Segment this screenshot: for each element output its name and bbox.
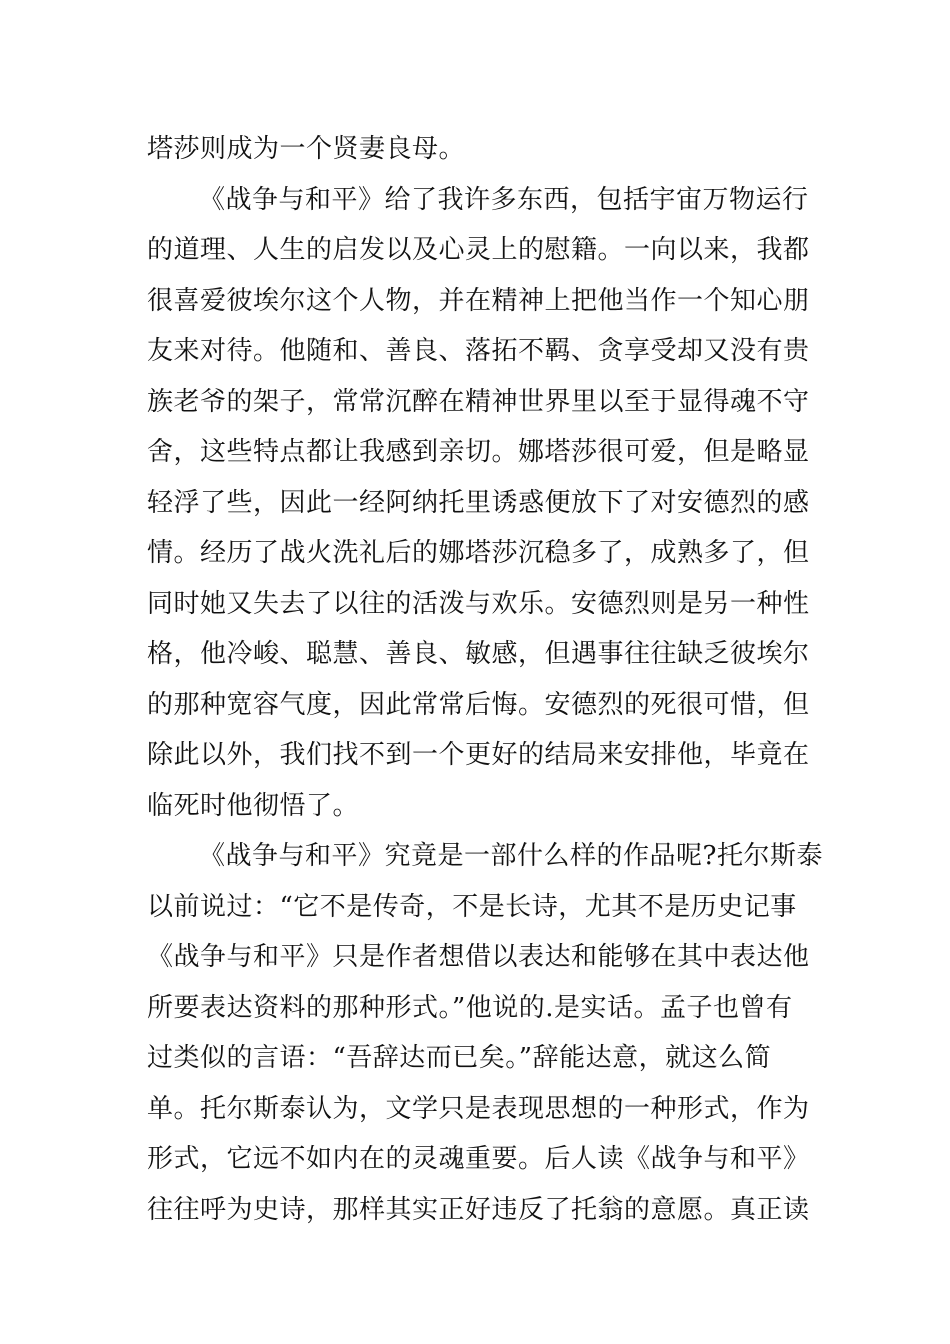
text-line: 很喜爱彼埃尔这个人物，并在精神上把他当作一个知心朋 xyxy=(147,285,810,316)
text-line: 的那种宽容气度，因此常常后悔。安德烈的死很可惜，但 xyxy=(147,689,810,720)
text-line: 格，他冷峻、聪慧、善良、敏感，但遇事往往缺乏彼埃尔 xyxy=(147,639,810,669)
text-line: 友来对待。他随和、善良、落拓不羁、贪享受却又没有贵 xyxy=(147,336,810,366)
text-line: 过类似的言语：“吾辞达而已矣。”辞能达意，就这么简 xyxy=(147,1043,772,1073)
text-line: 舍，这些特点都让我感到亲切。娜塔莎很可爱，但是略显 xyxy=(147,437,810,467)
text-line: 族老爷的架子，常常沉醉在精神世界里以至于显得魂不守 xyxy=(147,386,810,417)
text-line: 轻浮了些，因此一经阿纳托里诱惑便放下了对安德烈的感 xyxy=(147,487,810,518)
text-line: 《战争与和平》只是作者想借以表达和能够在其中表达他 xyxy=(147,942,810,972)
text-line: 以前说过：“它不是传奇，不是长诗，尤其不是历史记事 xyxy=(147,891,797,922)
text-line: 除此以外，我们找不到一个更好的结局来安排他，毕竟在 xyxy=(147,740,810,770)
body-text xyxy=(147,124,823,1235)
text-line: 《战争与和平》究竟是一部什么样的作品呢?托尔斯泰 xyxy=(199,841,823,871)
text-line: 所要表达资料的那种形式。”他说的.是实话。孟子也曾有 xyxy=(147,992,793,1023)
text-line: 往往呼为史诗，那样其实正好违反了托翁的意愿。真正读 xyxy=(147,1194,810,1225)
text-line: 的道理、人生的启发以及心灵上的慰籍。一向以来，我都 xyxy=(147,235,810,265)
text-line: 《战争与和平》给了我许多东西，包括宇宙万物运行 xyxy=(199,184,809,215)
text-line: 临死时他彻悟了。 xyxy=(147,790,360,821)
text-line: 形式，它远不如内在的灵魂重要。后人读《战争与和平》 xyxy=(147,1144,810,1174)
text-line: 情。经历了战火洗礼后的娜塔莎沉稳多了，成熟多了，但 xyxy=(147,538,810,568)
text-line: 同时她又失去了以往的活泼与欢乐。安德烈则是另一种性 xyxy=(147,588,810,619)
text-line: 单。托尔斯泰认为，文学只是表现思想的一种形式，作为 xyxy=(147,1093,810,1124)
text-line: 塔莎则成为一个贤妻良母。 xyxy=(147,134,466,164)
